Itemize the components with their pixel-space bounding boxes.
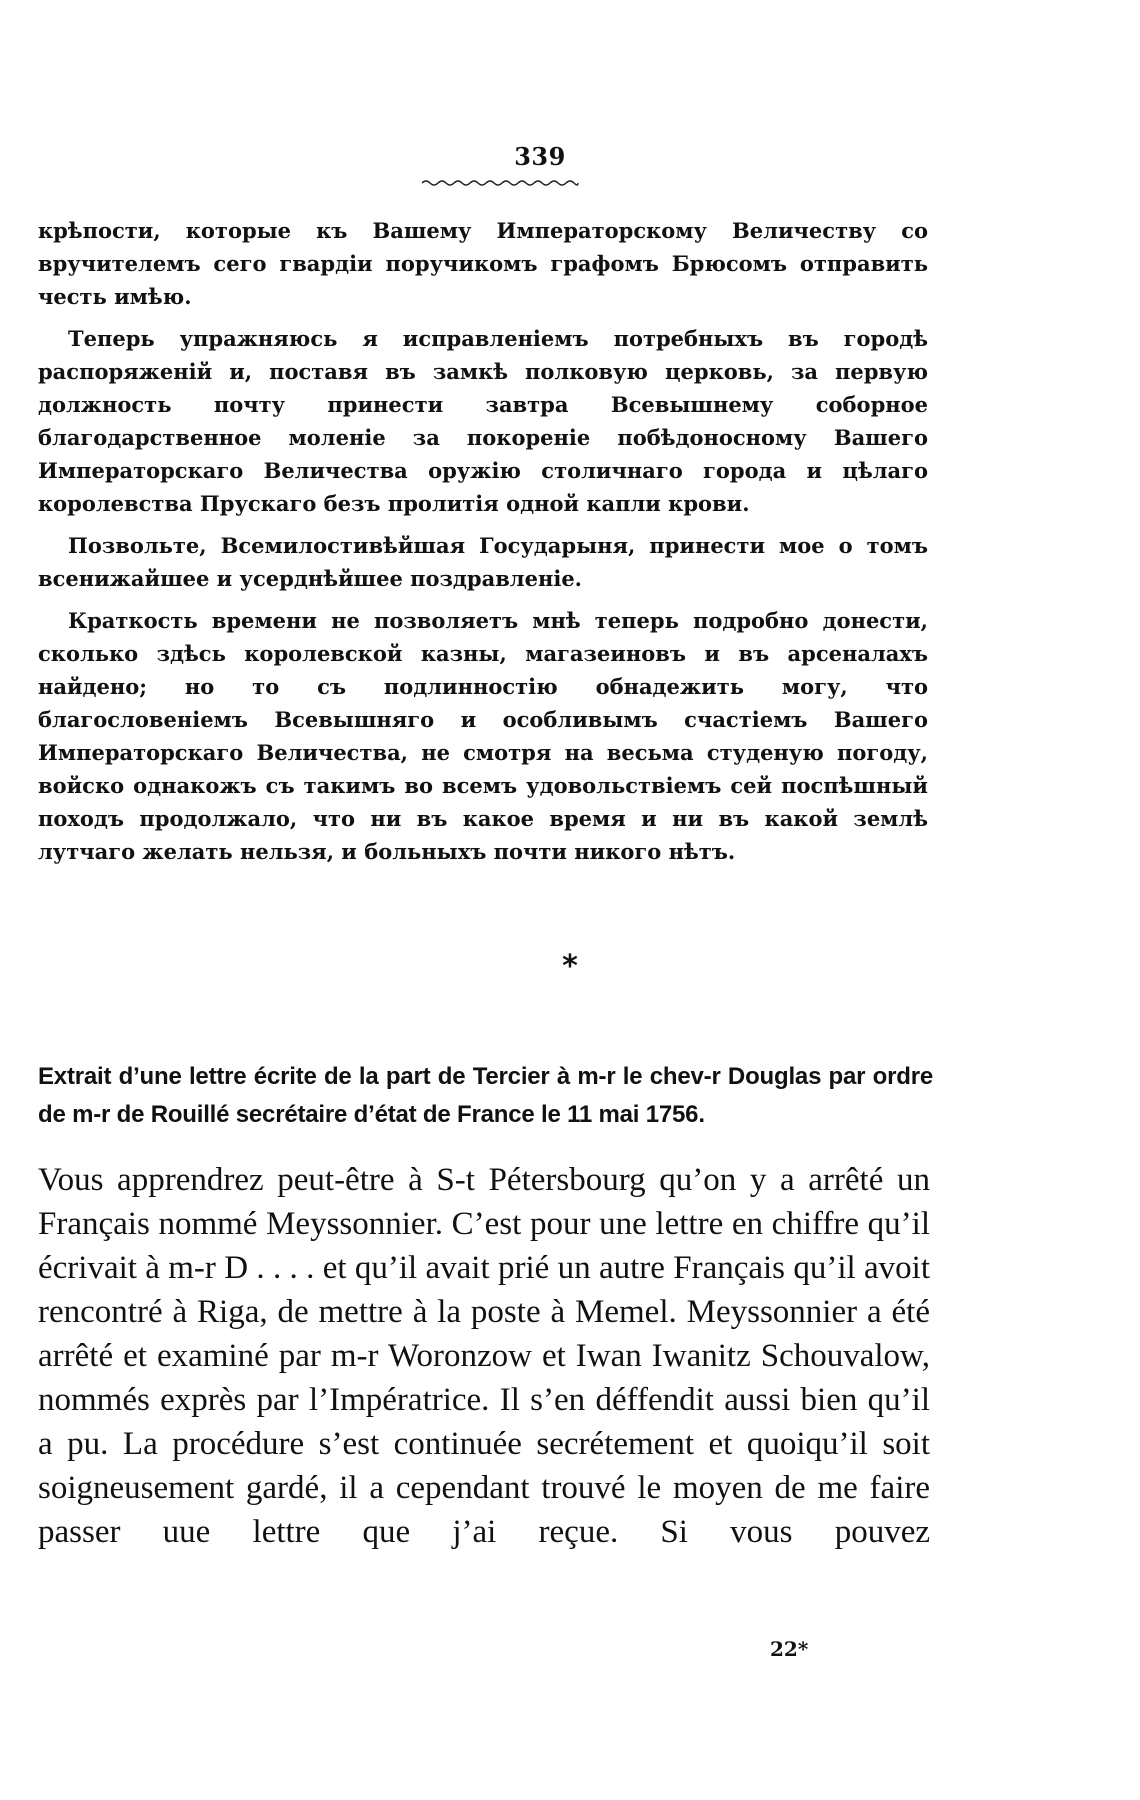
asterisk-separator: * <box>562 949 578 984</box>
signature-mark: 22* <box>770 1637 809 1661</box>
russian-paragraph: Краткость времени не позволяетъ мнѣ теперь подробно донести, сколько здѣсь королевской казны, магазеиновъ и въ арсеналахъ найдено; но то съ подлинностію обнадежить могу, что благословеніемъ Всевышняго и особливымъ счастіемъ Вашего Императорскаго Величества, не смотря на весьма студеную погоду, войско однакожъ съ такимъ во всемъ удовольствіемъ сей поспѣшный походъ продолжало, что ни въ какое время и ни въ какой землѣ лутчаго желать нельзя, и больныхъ почти никого нѣтъ. <box>38 608 928 864</box>
russian-letter-text <box>38 214 928 868</box>
page-number-ornament <box>420 178 580 188</box>
french-extract-body: Vous apprendrez peut-être à S-t Pétersbourg qu’on y a arrêté un Français nommé Meyssonnier. C’est pour une lettre en chiffre qu’il écrivait à m-r D . . . . et qu’il avait prié un autre Français qu’il avoit rencontré à Riga, de mettre à la poste à Memel. Meyssonnier a été arrêté et examiné par m-r Woronzow et Iwan Iwanitz Schouvalow, nommés exprès par l’Impératrice. Il s’en déffendit aussi bien qu’il a pu. La procédure s’est continuée secrétement et quoiqu’il soit soigneusement gardé, il a cependant trouvé le moyen de me faire passer uue lettre que j’ai reçue. Si vous pouvez <box>38 1162 930 1550</box>
russian-paragraph: крѣпости, которые къ Вашему Императорскому Величеству со вручителемъ сего гвардіи поручикомъ графомъ Брюсомъ отправить честь имѣю. <box>38 218 928 309</box>
russian-paragraph: Теперь упражняюсь я исправленіемъ потребныхъ въ городѣ распоряженій и, поставя въ замкѣ полковую церковь, за первую должность почту принести завтра Всевышнему соборное благодарственное моленіе за покореніе побѣдоносному Вашего Императорскаго Величества оружію столичнаго города и цѣлаго королевства Прускаго безъ пролитія одной капли крови. <box>38 326 928 516</box>
french-extract-heading: Extrait d’une lettre écrite de la part de Tercier à m-r le chev-r Douglas par ordre de m-r de Rouillé secrétaire d’état de France le 11 mai 1756. <box>38 1063 933 1128</box>
russian-paragraph: Позвольте, Всемилостивѣйшая Государыня, принести мое о томъ всенижайшее и усерднѣйшее поздравленіе. <box>38 533 928 591</box>
page-number: 339 <box>514 142 566 171</box>
